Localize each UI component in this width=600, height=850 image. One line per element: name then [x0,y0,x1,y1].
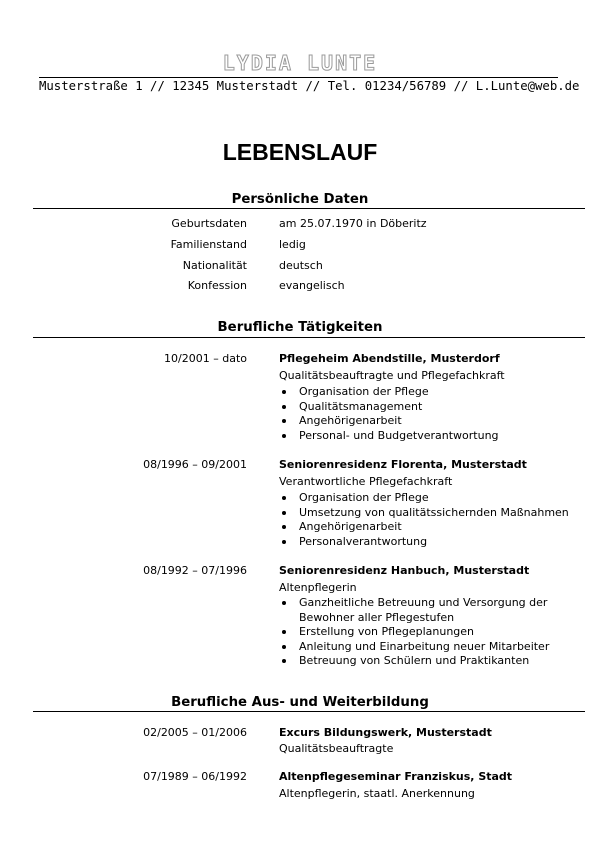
education-institution: Altenpflegeseminar Franziskus, Stadt [279,770,513,783]
list-item: Organisation der Pflege [279,491,585,506]
job-role: Altenpflegerin [279,581,357,594]
applicant-name: LYDIA LUNTE [222,51,378,75]
section-divider-education [33,711,585,712]
job-employer: Pflegeheim Abendstille, Musterdorf [279,352,500,365]
birth-label: Geburtsdaten [171,217,247,230]
job-role: Qualitätsbeauftragte und Pflegefachkraft [279,369,505,382]
religion-value: evangelisch [279,279,345,292]
section-heading-work: Berufliche Tätigkeiten [217,320,383,335]
religion-label: Konfession [187,279,247,292]
job-task-list [279,596,585,669]
section-heading-personal: Persönliche Daten [231,192,369,207]
section-divider-personal [33,208,585,209]
job-period: 08/1992 – 07/1996 [143,564,247,577]
section-heading-education: Berufliche Aus- und Weiterbildung [171,695,429,710]
section-divider-work [33,337,585,338]
education-period: 07/1989 – 06/1992 [143,770,247,783]
job-period: 10/2001 – dato [164,352,247,365]
nationality-label: Nationalität [182,259,247,272]
job-task-list [279,385,585,443]
list-item: Ganzheitliche Betreuung und Versorgung der Bewohner aller Pflegestufen [279,596,585,625]
contact-line: Musterstraße 1 // 12345 Musterstadt // Tel. 01234/56789 // L.Lunte@web.de [39,79,580,93]
education-qualification: Altenpflegerin, staatl. Anerkennung [279,787,475,800]
education-qualification: Qualitätsbeauftragte [279,742,394,755]
job-role: Verantwortliche Pflegefachkraft [279,475,453,488]
marital-status-label: Familienstand [170,238,247,251]
job-employer: Seniorenresidenz Florenta, Musterstadt [279,458,527,471]
birth-value: am 25.07.1970 in Döberitz [279,217,427,230]
list-item: Erstellung von Pflegeplanungen [279,625,585,640]
job-period: 08/1996 – 09/2001 [143,458,247,471]
list-item: Angehörigenarbeit [279,414,585,429]
job-employer: Seniorenresidenz Hanbuch, Musterstadt [279,564,530,577]
list-item: Qualitätsmanagement [279,400,585,415]
marital-status-value: ledig [279,238,306,251]
nationality-value: deutsch [279,259,323,272]
list-item: Angehörigenarbeit [279,520,585,535]
list-item: Umsetzung von qualitätssichernden Maßnahmen [279,506,585,521]
education-institution: Excurs Bildungswerk, Musterstadt [279,726,492,739]
document-title: LEBENSLAUF [222,139,378,165]
list-item: Anleitung und Einarbeitung neuer Mitarbeiter [279,640,585,655]
list-item: Betreuung von Schülern und Praktikanten [279,654,585,669]
job-task-list [279,491,585,549]
list-item: Personalverantwortung [279,535,585,550]
list-item: Organisation der Pflege [279,385,585,400]
education-period: 02/2005 – 01/2006 [143,726,247,739]
list-item: Personal- und Budgetverantwortung [279,429,585,444]
